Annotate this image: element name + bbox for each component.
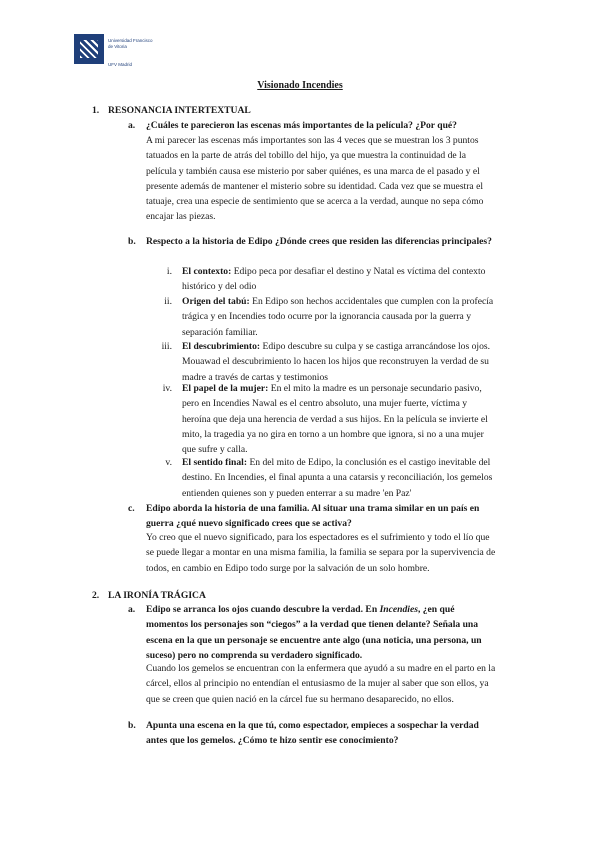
question-text: Respecto a la historia de Edipo ¿Dónde crees que residen las diferencias principales? [146,236,492,247]
item-label: El contexto: [182,266,232,277]
item-text: Edipo peca por desafiar el destino y Natal es víctima del contexto histórico y del odio [182,266,486,293]
item-label: El sentido final: [182,457,248,468]
section-number: 1. [92,105,100,116]
item-number: iii. [161,341,172,352]
answer-2a: Cuando los gemelos se encuentran con la enfermera que ayudó a su madre en el parto en la cárcel, ellos al principio no entendían el entusiasmo de la mujer al saber que son ellos, ya que se creen que quien nació en la cárcel fue su hermano desaparecido, no ellos. [146,663,496,705]
section-title: RESONANCIA INTERTEXTUAL [108,105,251,116]
question-text: Edipo aborda la historia de una familia. Al situar una trama similar en un país en guerra ¿qué nuevo significado crees que se activa? [146,503,480,530]
item-number: v. [165,457,172,468]
question-letter: b. [128,236,136,247]
item-number: ii. [164,296,172,307]
question-2b [128,718,498,749]
question-1a [128,118,498,133]
question-letter: a. [128,120,136,131]
question-letter: a. [128,604,136,615]
item-label: El descubrimiento: [182,341,261,352]
item-label: Origen del tabú: [182,296,250,307]
section-title: LA IRONÍA TRÁGICA [108,590,206,601]
logo-emblem-icon [74,34,104,64]
difference-item-2 [150,294,498,340]
difference-item-3 [150,339,498,385]
item-text: En el mito la madre es un personaje secundario pasivo, pero en Incendies Nawal es el centro absoluto, una mujer fuerte, víctima y heroína que deja una herencia de verdad a sus hijos. En la película se invierte el mito, la tragedia ya no gira en torno a un hombre que ignora, si no a una mujer que sufre y calla. [182,383,488,456]
difference-item-5 [150,455,498,501]
item-text: Edipo descubre su culpa y se castiga arrancándose los ojos. Mouawad el descubrimiento lo hacen los hijos que reconstruyen la verdad de su madre a través de cartas y testimonios [182,341,491,383]
logo-sub-name: UFV Madrid [108,62,133,67]
question-2a [128,602,498,663]
item-text: En Edipo son hechos accidentales que cumplen con la profecía trágica y en Incendies todo ocurre por la ignorancia causada por la guerra y separación familiar. [182,296,494,338]
question-text-part2: , ¿en qué momentos los personajes son “ciegos” a la verdad que tienen delante? Señala una escena en la que un personaje se encuentre ante algo (una noticia, una persona, un suceso) pero no comprenda su verdadero significado. [146,604,482,661]
item-text: En del mito de Edipo, la conclusión es el castigo inevitable del destino. En Incendies, el final apunta a una catarsis y reconciliación, los gemelos entienden quienes son y pueden enterrar a su madre 'en Paz' [182,457,493,499]
question-letter: c. [128,503,135,514]
item-number: iv. [162,383,172,394]
question-text: Apunta una escena en la que tú, como espectador, empieces a sospechar la verdad antes que los gemelos. ¿Cómo te hizo sentir ese conocimiento? [146,720,479,747]
document-title: Visionado Incendies [257,80,343,91]
question-1b [128,234,498,249]
question-text: ¿Cuáles te parecieron las escenas más importantes de la película? ¿Por qué? [146,120,457,131]
film-title: Incendies [379,604,418,615]
question-1c [128,501,498,532]
difference-item-4 [150,381,498,457]
university-logo [74,34,164,74]
section-number: 2. [92,590,100,601]
answer-1c: Yo creo que el nuevo significado, para los espectadores es el sufrimiento y todo el lío que se puede llegar a montar en una misma familia, la familia se separa por la supervivencia de todos, en cambio en Edipo todo surge por la salvación de un solo hombre. [146,532,496,574]
item-label: El papel de la mujer: [182,383,269,394]
question-text-part1: Edipo se arranca los ojos cuando descubre la verdad. En [146,604,380,615]
item-number: i. [166,266,172,277]
difference-item-1 [150,264,498,295]
question-letter: b. [128,720,136,731]
logo-org-name: Universidad Francisco de Vitoria [108,38,153,49]
answer-1a: A mi parecer las escenas más importantes son las 4 veces que se muestran los 3 puntos tatuados en la parte de atrás del tobillo del hijo, ya que muestra la continuidad de la película y también causa ese misterio por saber quiénes, es una marca de el pasado y el presente además de mantener el misterio sobre su identidad. Cada vez que se muestra el tatuaje, crea una especie de sentimiento que se acerca a la verdad, aunque no sepa cómo encajar las piezas. [146,135,484,223]
